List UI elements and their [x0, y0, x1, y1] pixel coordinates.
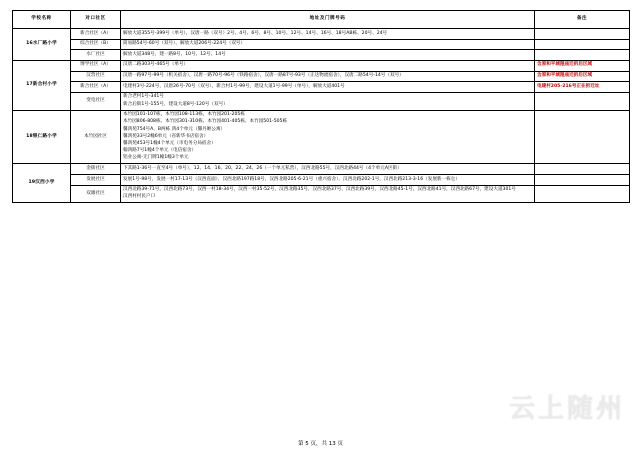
remark-cell: [535, 164, 630, 175]
address-cell: [121, 60, 535, 71]
table-row: [13, 50, 630, 61]
enrollment-table: [12, 10, 630, 203]
address-cell: [121, 39, 535, 50]
address-cell: [121, 175, 535, 186]
remark-cell: [535, 29, 630, 40]
community-cell: 汉营社区: [71, 71, 121, 82]
page-footer: 第 5 页，共 13 页: [298, 441, 343, 447]
address-cell: [121, 82, 535, 93]
address-line: 铝业公寓-无门牌1幢1幢3个单元: [123, 155, 189, 161]
remark-text: 含原和平城隍庙迁拆后区域: [537, 73, 593, 79]
community-cell: 新合社区（A）: [71, 82, 121, 93]
address-cell: [121, 110, 535, 164]
address-cell: [121, 185, 535, 203]
table-header-row: [13, 11, 630, 29]
community-cell: 双雄社区: [71, 185, 121, 203]
watermark-text: 云上随州: [508, 394, 625, 424]
address-line: 下其路1-36号一直至4号（单号），12、14、16、20、22、24、26（一个单元私营），汉西北路55号，汉西北路44号（4个单元A区街）: [123, 165, 402, 171]
remark-text: 含原和平城隍庙迁拆后区域: [537, 62, 593, 68]
community-cell: 水厂社区: [71, 50, 121, 61]
remark-cell: [535, 82, 630, 93]
table-row: [13, 92, 630, 110]
remark-cell: [535, 39, 630, 50]
community-cell: 本竹园社区: [71, 110, 121, 164]
remark-cell: [535, 71, 630, 82]
address-line: 发展1号-98号，发展一村17-13号（汉西直面），汉西北路197路18号，汉西北路205-6-21号（重兴宿舍），汉西北路202-1号，汉西北路213-3-16（发展新一栋仓）: [123, 176, 460, 182]
address-line: 汉西村村民户口: [123, 194, 156, 200]
table-row: [13, 60, 630, 71]
address-line: 简易路54号-60号（双号），解放大道206号-224号（双号）: [123, 41, 246, 47]
school-name-cell: 16水厂路小学: [13, 29, 71, 61]
address-line: 馨鸿苑754号A、B两栋 鸿4个单元（馨丹姬公寓）: [123, 126, 226, 132]
table-row: [13, 110, 630, 164]
header-address: 地址及门牌号码: [121, 11, 535, 29]
table-row: [13, 185, 630, 203]
address-line: 本竹园806-808栋、本竹园301-310栋、本竹园401-405栋、本竹园501-505栋: [123, 119, 288, 125]
table-row: [13, 175, 630, 186]
community-cell: 新合社区（A）: [71, 29, 121, 40]
remark-cell: [535, 175, 630, 186]
table-row: [13, 29, 630, 40]
remark-text: 电建村205-216号正在拆迁址: [537, 83, 600, 89]
address-cell: [121, 92, 535, 110]
address-line: 本竹园101-107栋，本竹园108-113栋，本竹园201-205栋: [123, 112, 245, 118]
address-line: 汉西北路39-71号，汉西北路73号，汉西一村18-34号，汉西一村35-52号，汉西北路35号，汉西北路37号，汉西北路39号，汉西北路45-1号，汉西北路41号，汉西北路67号，建设大道301号: [123, 187, 516, 193]
remark-cell: [535, 110, 630, 164]
address-cell: [121, 164, 535, 175]
address-cell: [121, 29, 535, 40]
address-line: 馨鸿苑33号2幢6单元（省新华书店宿舍）: [123, 133, 209, 139]
remark-cell: [535, 50, 630, 61]
community-cell: 博学社区（A）: [71, 60, 121, 71]
address-line: 解放大道348号，建一路8号、10号、12号、14号: [123, 51, 226, 57]
school-name-cell: 17新合村小学: [13, 60, 71, 110]
address-line: 新合后街1号-155号，建设大道8号-120号（双号）: [123, 101, 228, 107]
address-line: 解放大道355号-399号（单号），汉唐一路（双号）2号、4号、6号、8号、10号、12号、14号、16号、18号AB栋、20号、24号: [123, 30, 388, 36]
community-cell: 变电社区: [71, 92, 121, 110]
watermark: [509, 388, 625, 425]
address-line: 馨鸿苑453号1幢4个单元（市电务分局宿舍）: [123, 140, 216, 146]
community-cell: 金街社区: [71, 164, 121, 175]
table-body: [13, 29, 630, 203]
remark-cell: [535, 92, 630, 110]
remark-cell: [535, 185, 630, 203]
address-cell: [121, 50, 535, 61]
remark-cell: [535, 60, 630, 71]
school-name-cell: 19汉西小学: [13, 164, 71, 203]
table-row: [13, 39, 630, 50]
community-cell: 发展社区: [71, 175, 121, 186]
address-line: 新合老村1号-341号: [123, 94, 164, 100]
table-header: [13, 11, 630, 29]
header-community: 对口社区: [71, 11, 121, 29]
address-line: 翰鸿路7号1幢4个单元（电信宿舍）: [123, 148, 197, 154]
header-school-name: 学校名称: [13, 11, 71, 29]
address-line: 汉唐一路97号-99号（机关宿舍），汉唐一路70号-96号（铁路宿舍），汉唐一路87号-93号（正达物流宿舍），汉唐二路54号-14号（双号）: [123, 73, 404, 79]
community-cell: 综合社区（B）: [71, 39, 121, 50]
address-line: 汉唐二路303号-465号（单号）: [123, 62, 189, 68]
table-row: [13, 82, 630, 93]
table-row: [13, 71, 630, 82]
school-name-cell: 18银仁路小学: [13, 110, 71, 164]
address-line: 电建村3号-224号，汉唐26号-70号（双号），新合村1号-99号，建设大道1号-99号（单号），解放大道401号: [123, 83, 345, 89]
header-remark: 备注: [535, 11, 630, 29]
table-row: [13, 164, 630, 175]
address-cell: [121, 71, 535, 82]
